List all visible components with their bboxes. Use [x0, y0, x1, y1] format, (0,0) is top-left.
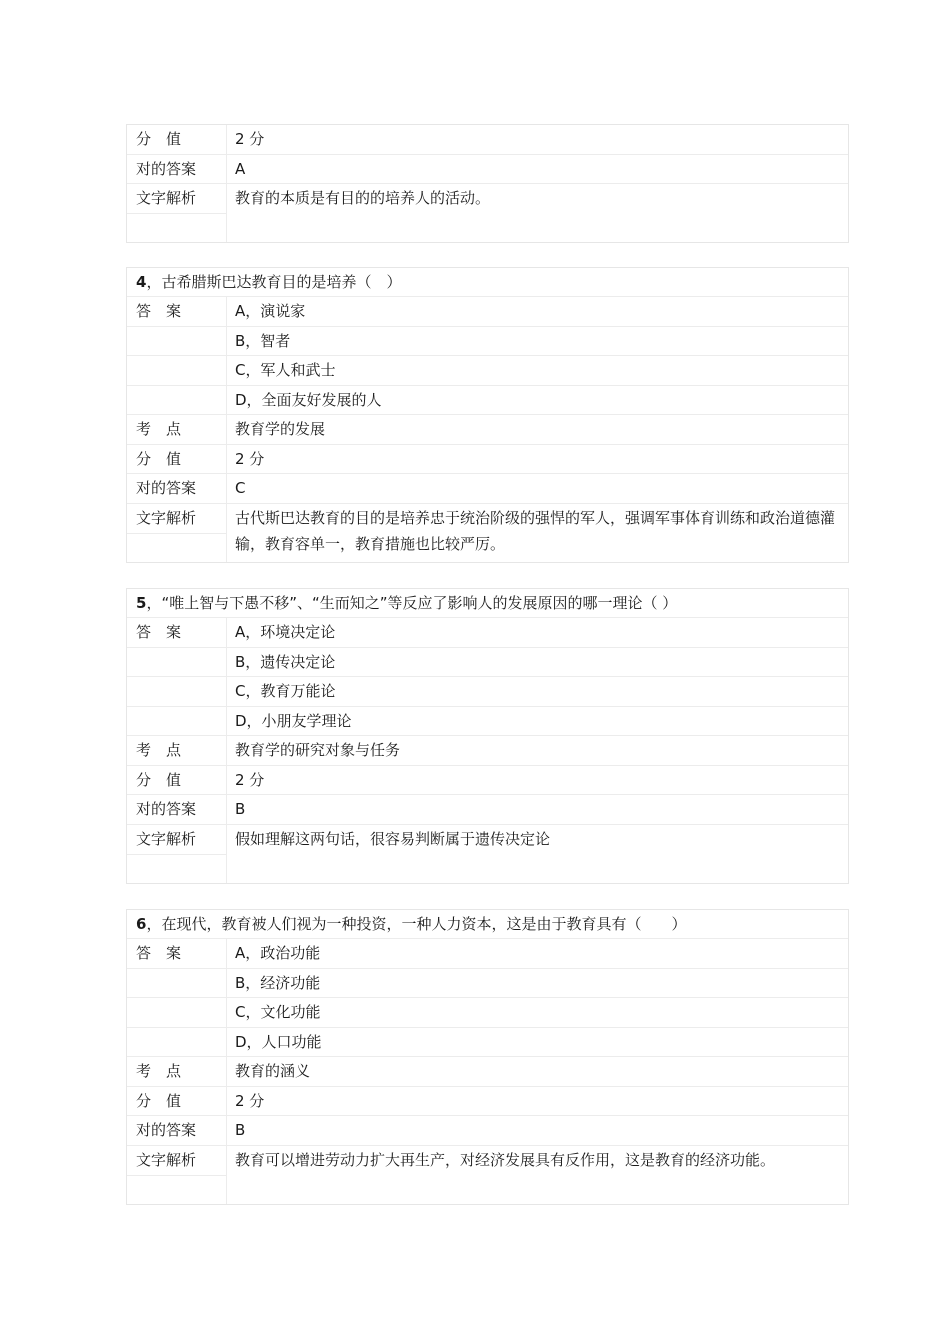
point-label: 考 点: [127, 1057, 227, 1086]
question-text: [136, 589, 677, 617]
question-row: [127, 910, 848, 939]
score-label: 分 值: [127, 766, 227, 795]
option-a: A，政治功能: [235, 944, 321, 962]
correct-answer-value: B: [235, 1121, 246, 1139]
score-value: 2 分: [235, 770, 265, 789]
option-row: [127, 998, 848, 1028]
score-value: 2 分: [235, 130, 265, 148]
option-row: [127, 386, 848, 416]
option-b: B，智者: [235, 331, 291, 350]
point-row: [127, 736, 848, 766]
correct-answer-label: 对的答案: [127, 474, 227, 503]
option-d: D，小朋友学理论: [235, 711, 352, 730]
analysis-label: 文字解析: [127, 1146, 227, 1204]
analysis-label: 文字解析: [127, 504, 227, 562]
answer-label: 答 案: [127, 297, 227, 326]
analysis-value: 教育可以增进劳动力扩大再生产，对经济发展具有反作用，这是教育的经济功能。: [235, 1150, 776, 1169]
score-row: [127, 1087, 848, 1117]
option-row: [127, 707, 848, 737]
question-number: 4: [136, 273, 147, 291]
score-label: 分 值: [127, 445, 227, 474]
point-row: [127, 415, 848, 445]
option-row: [127, 969, 848, 999]
option-row: [127, 939, 848, 969]
score-value: 2 分: [235, 449, 265, 468]
point-row: [127, 1057, 848, 1087]
question-stem: ，“唯上智与下愚不移”、“生而知之”等反应了影响人的发展原因的哪一理论（ ）: [146, 594, 678, 612]
analysis-value: 古代斯巴达教育的目的是培养忠于统治阶级的强悍的军人，强调军事体育训练和政治道德灌输，教育容单一，教育措施也比较严厉。: [235, 508, 836, 553]
option-row: [127, 648, 848, 678]
correct-answer-value: B: [235, 800, 246, 818]
option-a: A，演说家: [235, 302, 306, 320]
correct-answer-value: C: [235, 479, 246, 497]
score-row: [127, 766, 848, 796]
label-divider: [127, 854, 227, 855]
correct-answer-row: [127, 155, 848, 185]
correct-answer-row: [127, 1116, 848, 1146]
analysis-row: [127, 184, 848, 242]
option-b: B，经济功能: [235, 973, 321, 992]
analysis-row: [127, 1146, 848, 1204]
option-row: [127, 618, 848, 648]
option-row: [127, 356, 848, 386]
question-5-block: [126, 588, 849, 884]
label-divider: [127, 213, 227, 214]
point-label: 考 点: [127, 736, 227, 765]
option-d: D，全面友好发展的人: [235, 390, 382, 409]
correct-answer-row: [127, 795, 848, 825]
correct-answer-label: 对的答案: [127, 155, 227, 184]
question-row: [127, 268, 848, 297]
correct-answer-row: [127, 474, 848, 504]
question-row: [127, 589, 848, 618]
score-row: [127, 445, 848, 475]
analysis-row: [127, 825, 848, 883]
question-4-block: [126, 267, 849, 563]
question-text: [136, 910, 686, 938]
option-c: C，军人和武士: [235, 361, 336, 379]
question-stem: ，古希腊斯巴达教育目的是培养（ ）: [146, 273, 402, 291]
question-number: 5: [136, 594, 147, 612]
answer-label: 答 案: [127, 939, 227, 968]
score-row: [127, 125, 848, 155]
answer-label: 答 案: [127, 618, 227, 647]
option-d: D，人口功能: [235, 1032, 322, 1051]
point-value: 教育学的发展: [235, 420, 326, 438]
point-value: 教育学的研究对象与任务: [235, 741, 401, 759]
score-value: 2 分: [235, 1091, 265, 1110]
analysis-value: 教育的本质是有目的的培养人的活动。: [235, 189, 491, 207]
analysis-label: 文字解析: [127, 825, 227, 883]
question-number: 6: [136, 915, 147, 933]
question-3-block: [126, 124, 849, 243]
correct-answer-label: 对的答案: [127, 795, 227, 824]
label-divider: [127, 1175, 227, 1176]
question-6-block: [126, 909, 849, 1205]
correct-answer-value: A: [235, 159, 246, 178]
point-label: 考 点: [127, 415, 227, 444]
analysis-label: 文字解析: [127, 184, 227, 242]
option-c: C，教育万能论: [235, 682, 336, 700]
option-row: [127, 297, 848, 327]
question-stem: ，在现代，教育被人们视为一种投资，一种人力资本，这是由于教育具有（ ）: [146, 915, 687, 933]
correct-answer-label: 对的答案: [127, 1116, 227, 1145]
option-a: A，环境决定论: [235, 623, 336, 641]
option-b: B，遗传决定论: [235, 652, 336, 671]
option-row: [127, 327, 848, 357]
score-label: 分 值: [127, 1087, 227, 1116]
analysis-row: [127, 504, 848, 562]
option-row: [127, 1028, 848, 1058]
analysis-value: 假如理解这两句话，很容易判断属于遗传决定论: [235, 829, 551, 848]
score-label: 分 值: [127, 125, 227, 154]
label-divider: [127, 533, 227, 534]
option-row: [127, 677, 848, 707]
point-value: 教育的涵义: [235, 1062, 311, 1080]
question-text: [136, 268, 401, 296]
option-c: C，文化功能: [235, 1003, 321, 1021]
